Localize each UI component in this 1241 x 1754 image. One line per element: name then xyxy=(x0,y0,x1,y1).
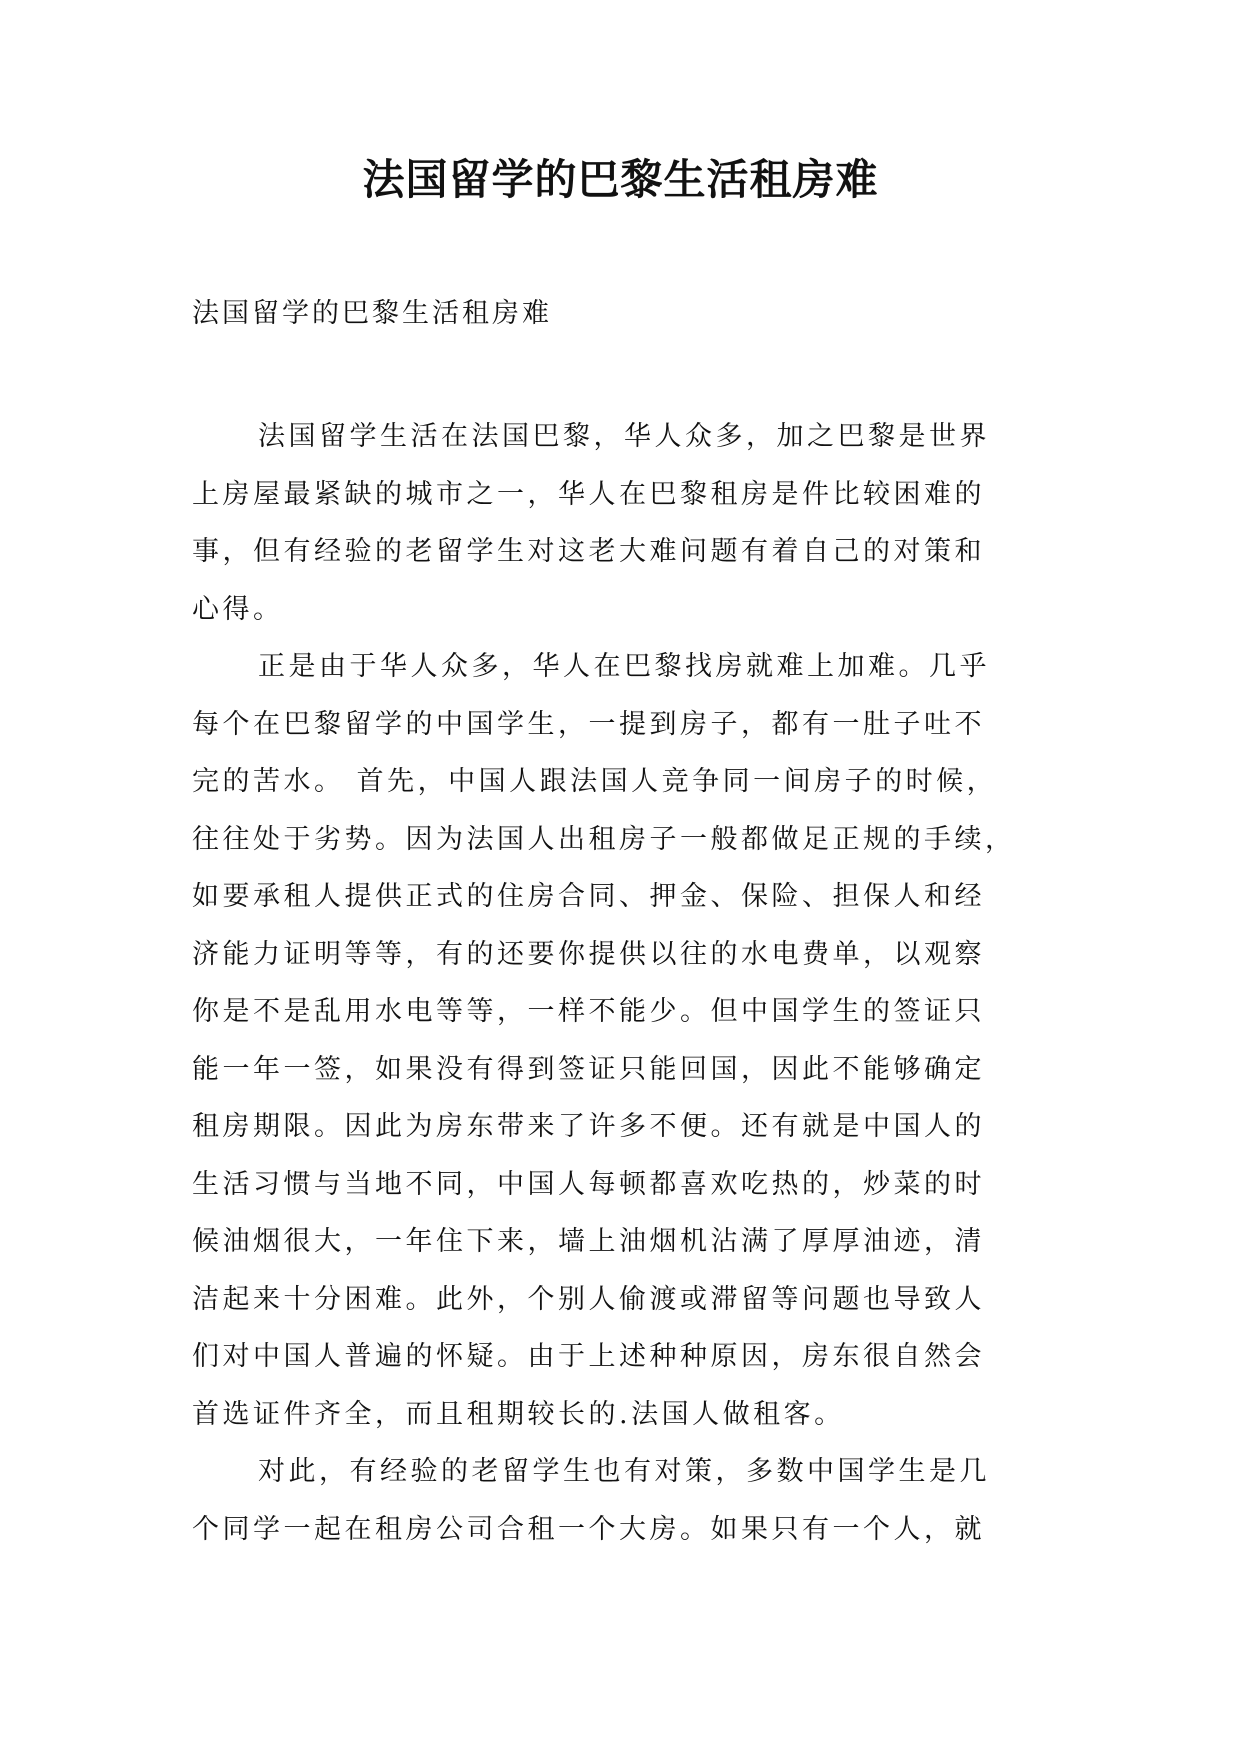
text-line: 对此，有经验的老留学生也有对策，多数中国学生是几 xyxy=(258,1456,990,1487)
text-line: 首选证件齐全，而且租期较长的.法国人做租客。 xyxy=(192,1398,845,1430)
document-title: 法国留学的巴黎生活租房难 xyxy=(362,155,879,204)
text-line: 生活习惯与当地不同，中国人每顿都喜欢吃热的，炒菜的时 xyxy=(192,1168,985,1200)
text-line: 正是由于华人众多，华人在巴黎找房就难上加难。几乎 xyxy=(258,651,990,682)
paragraph-1 xyxy=(192,408,1052,638)
paragraph-3 xyxy=(192,1443,1052,1558)
document-body xyxy=(192,408,1052,1558)
text-line: 个同学一起在租房公司合租一个大房。如果只有一个人，就 xyxy=(192,1513,985,1545)
text-line: 租房期限。因此为房东带来了许多不便。还有就是中国人的 xyxy=(192,1111,985,1142)
text-line: 法国留学生活在法国巴黎，华人众多，加之巴黎是世界 xyxy=(258,421,990,452)
text-line: 完的苦水。 首先，中国人跟法国人竞争同一间房子的时候， xyxy=(192,766,998,797)
text-line: 如要承租人提供正式的住房合同、押金、保险、担保人和经 xyxy=(192,881,985,912)
text-line: 往往处于劣势。因为法国人出租房子一般都做足正规的手续， xyxy=(192,823,1016,855)
text-line: 能一年一签，如果没有得到签证只能回国，因此不能够确定 xyxy=(192,1053,985,1085)
text-line: 心得。 xyxy=(192,593,284,625)
text-line: 济能力证明等等，有的还要你提供以往的水电费单，以观察 xyxy=(192,938,985,970)
document-subtitle: 法国留学的巴黎生活租房难 xyxy=(192,298,552,329)
text-line: 候油烟很大，一年住下来，墙上油烟机沾满了厚厚油迹，清 xyxy=(192,1226,985,1257)
text-line: 洁起来十分困难。此外，个别人偷渡或滞留等问题也导致人 xyxy=(192,1283,985,1315)
text-line: 你是不是乱用水电等等，一样不能少。但中国学生的签证只 xyxy=(192,996,985,1027)
paragraph-2 xyxy=(192,638,1052,1443)
text-line: 事，但有经验的老留学生对这老大难问题有着自己的对策和 xyxy=(192,536,985,567)
text-line: 上房屋最紧缺的城市之一，华人在巴黎租房是件比较困难的 xyxy=(192,478,985,510)
text-line: 每个在巴黎留学的中国学生，一提到房子，都有一肚子吐不 xyxy=(192,708,985,740)
text-line: 们对中国人普遍的怀疑。由于上述种种原因，房东很自然会 xyxy=(192,1341,985,1372)
